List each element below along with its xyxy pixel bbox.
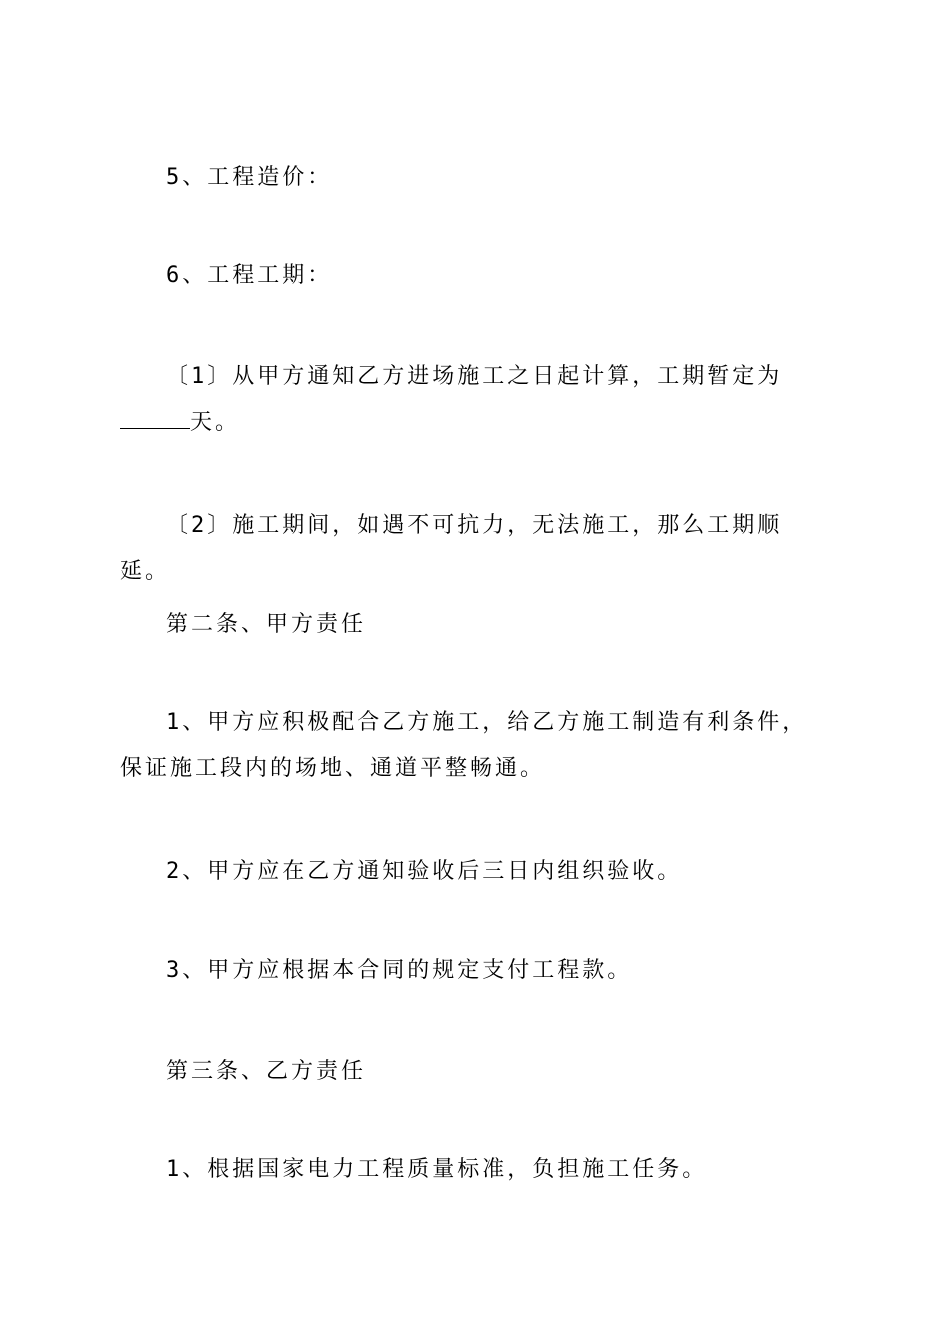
clause-6-1-period-start — [120, 354, 832, 446]
clause-6-2-force-majeure: 〔2〕施工期间，如遇不可抗力，无法施工，那么工期顺延。 — [120, 513, 783, 584]
article-3-heading: 第三条、乙方责任 — [166, 1059, 367, 1084]
party-a-duty-1: 1、甲方应积极配合乙方施工，给乙方施工制造有利条件，保证施工段内的场地、通道平整畅通。 — [120, 710, 808, 781]
clause-6-project-period: 6、工程工期： — [166, 263, 333, 288]
clause-6-1-days-unit: 天。 — [190, 410, 241, 435]
article-2-heading: 第二条、甲方责任 — [166, 612, 367, 637]
party-a-duty-3: 3、甲方应根据本合同的规定支付工程款。 — [166, 958, 633, 983]
clause-5-project-cost: 5、工程造价： — [166, 165, 333, 190]
clause-6-1-text: 〔1〕从甲方通知乙方进场施工之日起计算，工期暂定为 — [166, 364, 783, 389]
fill-in-blank-days — [120, 408, 190, 429]
party-a-duty-2: 2、甲方应在乙方通知验收后三日内组织验收。 — [166, 859, 683, 884]
party-b-duty-1: 1、根据国家电力工程质量标准，负担施工任务。 — [166, 1157, 708, 1182]
